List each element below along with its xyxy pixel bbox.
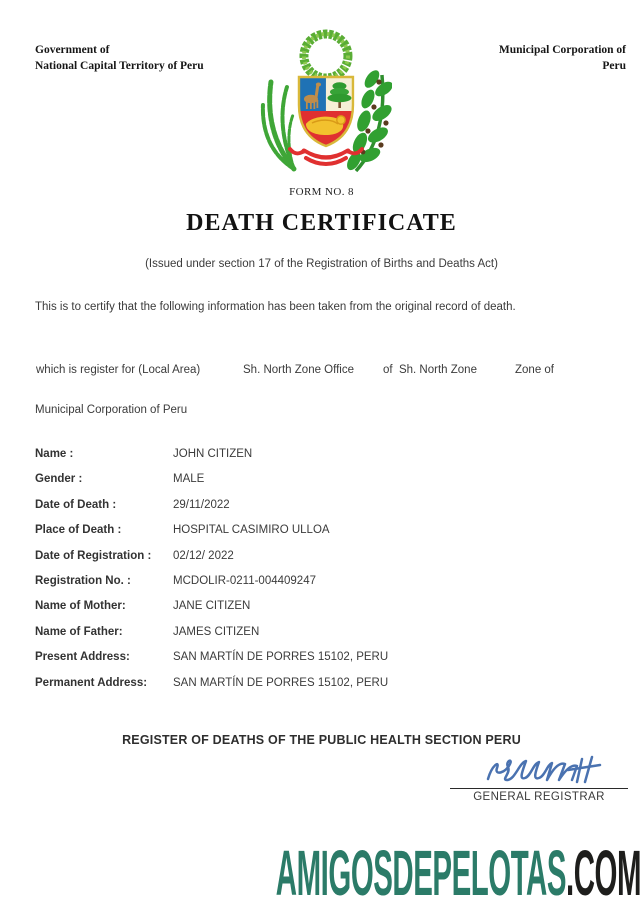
field-value: 29/11/2022 <box>173 498 230 511</box>
form-number: FORM NO. 8 <box>289 186 354 198</box>
certificate-title: DEATH CERTIFICATE <box>186 210 457 236</box>
watermark-name: AMIGOSDEPELOTAS <box>275 837 566 909</box>
field-row-date-of-registration <box>0 546 643 571</box>
issuer-right-line2: Peru <box>602 60 626 73</box>
field-label: Place of Death : <box>35 524 122 537</box>
register-zone-of: Zone of <box>515 364 554 376</box>
field-row-place-of-death <box>0 520 643 545</box>
register-section-heading: REGISTER OF DEATHS OF THE PUBLIC HEALTH SECTION PERU <box>122 733 521 747</box>
field-row-registration-no <box>0 571 643 596</box>
field-label: Gender : <box>35 473 83 486</box>
field-label: Name of Mother: <box>35 600 126 613</box>
issuer-left-line1: Government of <box>35 44 110 56</box>
field-row-name <box>0 444 643 469</box>
register-zone: of Sh. North Zone <box>383 364 477 376</box>
issuer-left-line2: National Capital Territory of Peru <box>35 60 204 73</box>
field-value: MALE <box>173 473 205 486</box>
field-value: JOHN CITIZEN <box>173 448 253 460</box>
field-row-mother-name <box>0 596 643 621</box>
record-fields <box>0 444 643 698</box>
field-row-father-name <box>0 622 643 647</box>
site-watermark <box>275 837 641 909</box>
field-label: Name : <box>35 448 74 460</box>
issuer-right <box>499 42 626 74</box>
field-value: 02/12/ 2022 <box>173 549 234 562</box>
field-value: HOSPITAL CASIMIRO ULLOA <box>173 524 330 537</box>
field-label: Name of Father: <box>35 625 123 638</box>
field-row-date-of-death <box>0 495 643 520</box>
register-corporation: Municipal Corporation of Peru <box>35 404 188 416</box>
field-label: Registration No. : <box>35 574 131 587</box>
register-office: Sh. North Zone Office <box>243 364 355 376</box>
field-label: Date of Death : <box>35 498 117 511</box>
peru-coat-of-arms-icon <box>259 27 391 182</box>
certify-statement: This is to certify that the following information has been taken from the original record of death. <box>35 301 516 313</box>
field-label: Permanent Address: <box>35 676 148 689</box>
signature-block <box>450 753 628 803</box>
field-row-permanent-address <box>0 673 643 698</box>
certificate-subtitle: (Issued under section 17 of the Registration of Births and Deaths Act) <box>145 258 498 270</box>
field-value: JANE CITIZEN <box>173 600 251 613</box>
signature-title: GENERAL REGISTRAR <box>473 791 605 803</box>
field-label: Date of Registration : <box>35 549 152 562</box>
registrar-signature <box>480 753 608 787</box>
field-value: JAMES CITIZEN <box>173 625 260 638</box>
issuer-right-line1: Municipal Corporation of <box>498 44 626 56</box>
field-value: SAN MARTÍN DE PORRES 15102, PERU <box>173 676 389 689</box>
field-label: Present Address: <box>35 651 130 664</box>
field-value: MCDOLIR-0211-004409247 <box>173 574 316 587</box>
watermark-tld: .COM <box>565 837 641 909</box>
register-area-label: which is register for (Local Area) <box>36 364 201 376</box>
field-row-gender <box>0 469 643 494</box>
field-value: SAN MARTÍN DE PORRES 15102, PERU <box>173 651 389 664</box>
issuer-left <box>35 42 204 74</box>
field-row-present-address <box>0 647 643 672</box>
